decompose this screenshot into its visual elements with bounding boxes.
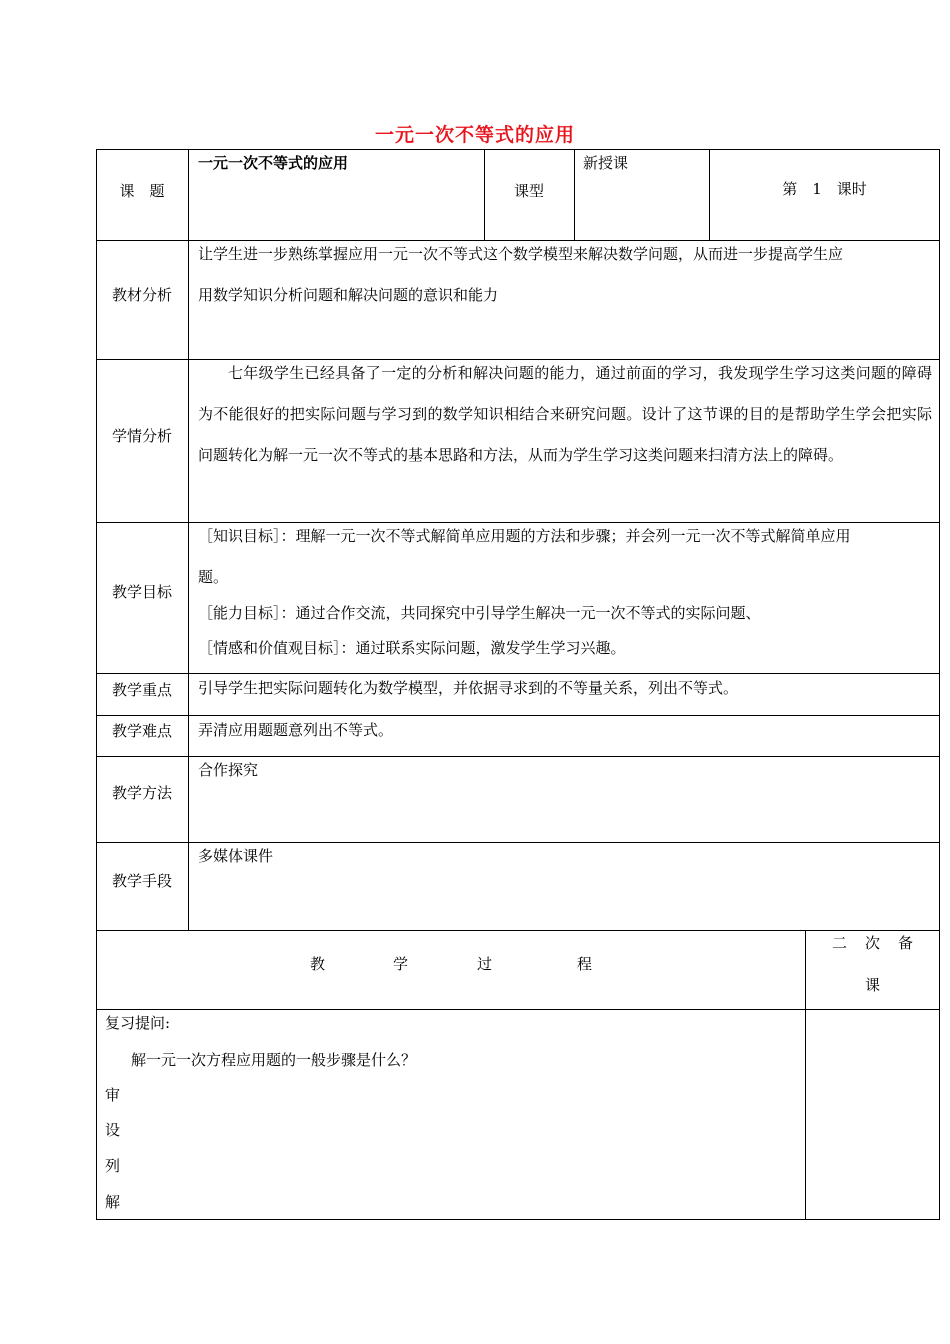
second-prep-char: 二 xyxy=(832,934,848,952)
topic-label: 课 题 xyxy=(119,182,165,200)
key-point-text: 引导学生把实际问题转化为数学模型，并依据寻求到的不等量关系，列出不等式。 xyxy=(198,679,739,697)
row-divider xyxy=(96,756,940,757)
row-divider xyxy=(96,715,940,716)
teaching-process-table xyxy=(96,930,940,1220)
student-analysis-label: 学情分析 xyxy=(111,427,172,445)
header-divider-2 xyxy=(574,149,575,240)
method-text: 合作探究 xyxy=(198,761,259,779)
review-step: 解 xyxy=(105,1193,121,1211)
row-divider xyxy=(96,842,940,843)
process-heading-char: 程 xyxy=(577,955,593,973)
second-prep-char: 次 xyxy=(865,934,881,952)
material-analysis-label: 教材分析 xyxy=(111,286,172,304)
process-heading-char: 学 xyxy=(393,955,409,973)
student-analysis-text: 七年级学生已经具备了一定的分析和解决问题的能力，通过前面的学习，我发现学生学习这类问题的障碍为不能很好的把实际问题与学习到的数学知识相结合来研究问题。设计了这节课的目的是帮助学生学会把实际问题转化为解一元一次不等式的基本思路和方法，从而为学生学习这类问题来扫清方法上的障碍。 xyxy=(198,364,932,464)
teaching-goal-line: ［能力目标］：通过合作交流，共同探究中引导学生解决一元一次不等式的实际问题、 xyxy=(198,604,761,622)
process-header-divider xyxy=(96,1009,940,1010)
means-text: 多媒体课件 xyxy=(198,847,274,865)
key-point-label: 教学重点 xyxy=(111,681,172,699)
document-title: 一元一次不等式的应用 xyxy=(374,124,575,146)
review-question: 解一元一次方程应用题的一般步骤是什么？ xyxy=(131,1051,417,1069)
teaching-goal-line: ［知识目标］：理解一元一次不等式解简单应用题的方法和步骤；并会列一元一次不等式解简单应用 xyxy=(198,527,851,545)
review-step: 审 xyxy=(105,1086,121,1104)
row-divider xyxy=(96,522,940,523)
row-divider xyxy=(96,240,940,241)
topic-value: 一元一次不等式的应用 xyxy=(198,154,349,172)
means-label: 教学手段 xyxy=(111,872,172,890)
label-column-divider xyxy=(188,149,189,931)
teaching-goal-line: 题。 xyxy=(198,568,229,586)
material-analysis-line: 用数学知识分析问题和解决问题的意识和能力 xyxy=(198,286,499,304)
method-label: 教学方法 xyxy=(111,784,172,802)
second-prep-char: 备 xyxy=(898,934,914,952)
material-analysis-line: 让学生进一步熟练掌握应用一元一次不等式这个数学模型来解决数学问题，从而进一步提高学生应 xyxy=(198,245,844,263)
second-prep-char: 课 xyxy=(865,976,881,994)
difficulty-text: 弄清应用题题意列出不等式。 xyxy=(198,721,394,739)
row-divider xyxy=(96,673,940,674)
difficulty-label: 教学难点 xyxy=(111,722,172,740)
process-column-divider xyxy=(805,930,806,1220)
process-heading-char: 教 xyxy=(310,955,326,973)
teaching-goal-line: ［情感和价值观目标］：通过联系实际问题，激发学生学习兴趣。 xyxy=(198,639,626,657)
type-value: 新授课 xyxy=(583,154,629,172)
process-heading-char: 过 xyxy=(477,955,493,973)
period-text: 第 1 课时 xyxy=(782,180,867,198)
review-step: 设 xyxy=(105,1121,121,1139)
review-heading: 复习提问: xyxy=(105,1014,171,1032)
review-step: 列 xyxy=(105,1157,121,1175)
type-label: 课型 xyxy=(513,182,544,200)
teaching-goals-label: 教学目标 xyxy=(111,583,172,601)
